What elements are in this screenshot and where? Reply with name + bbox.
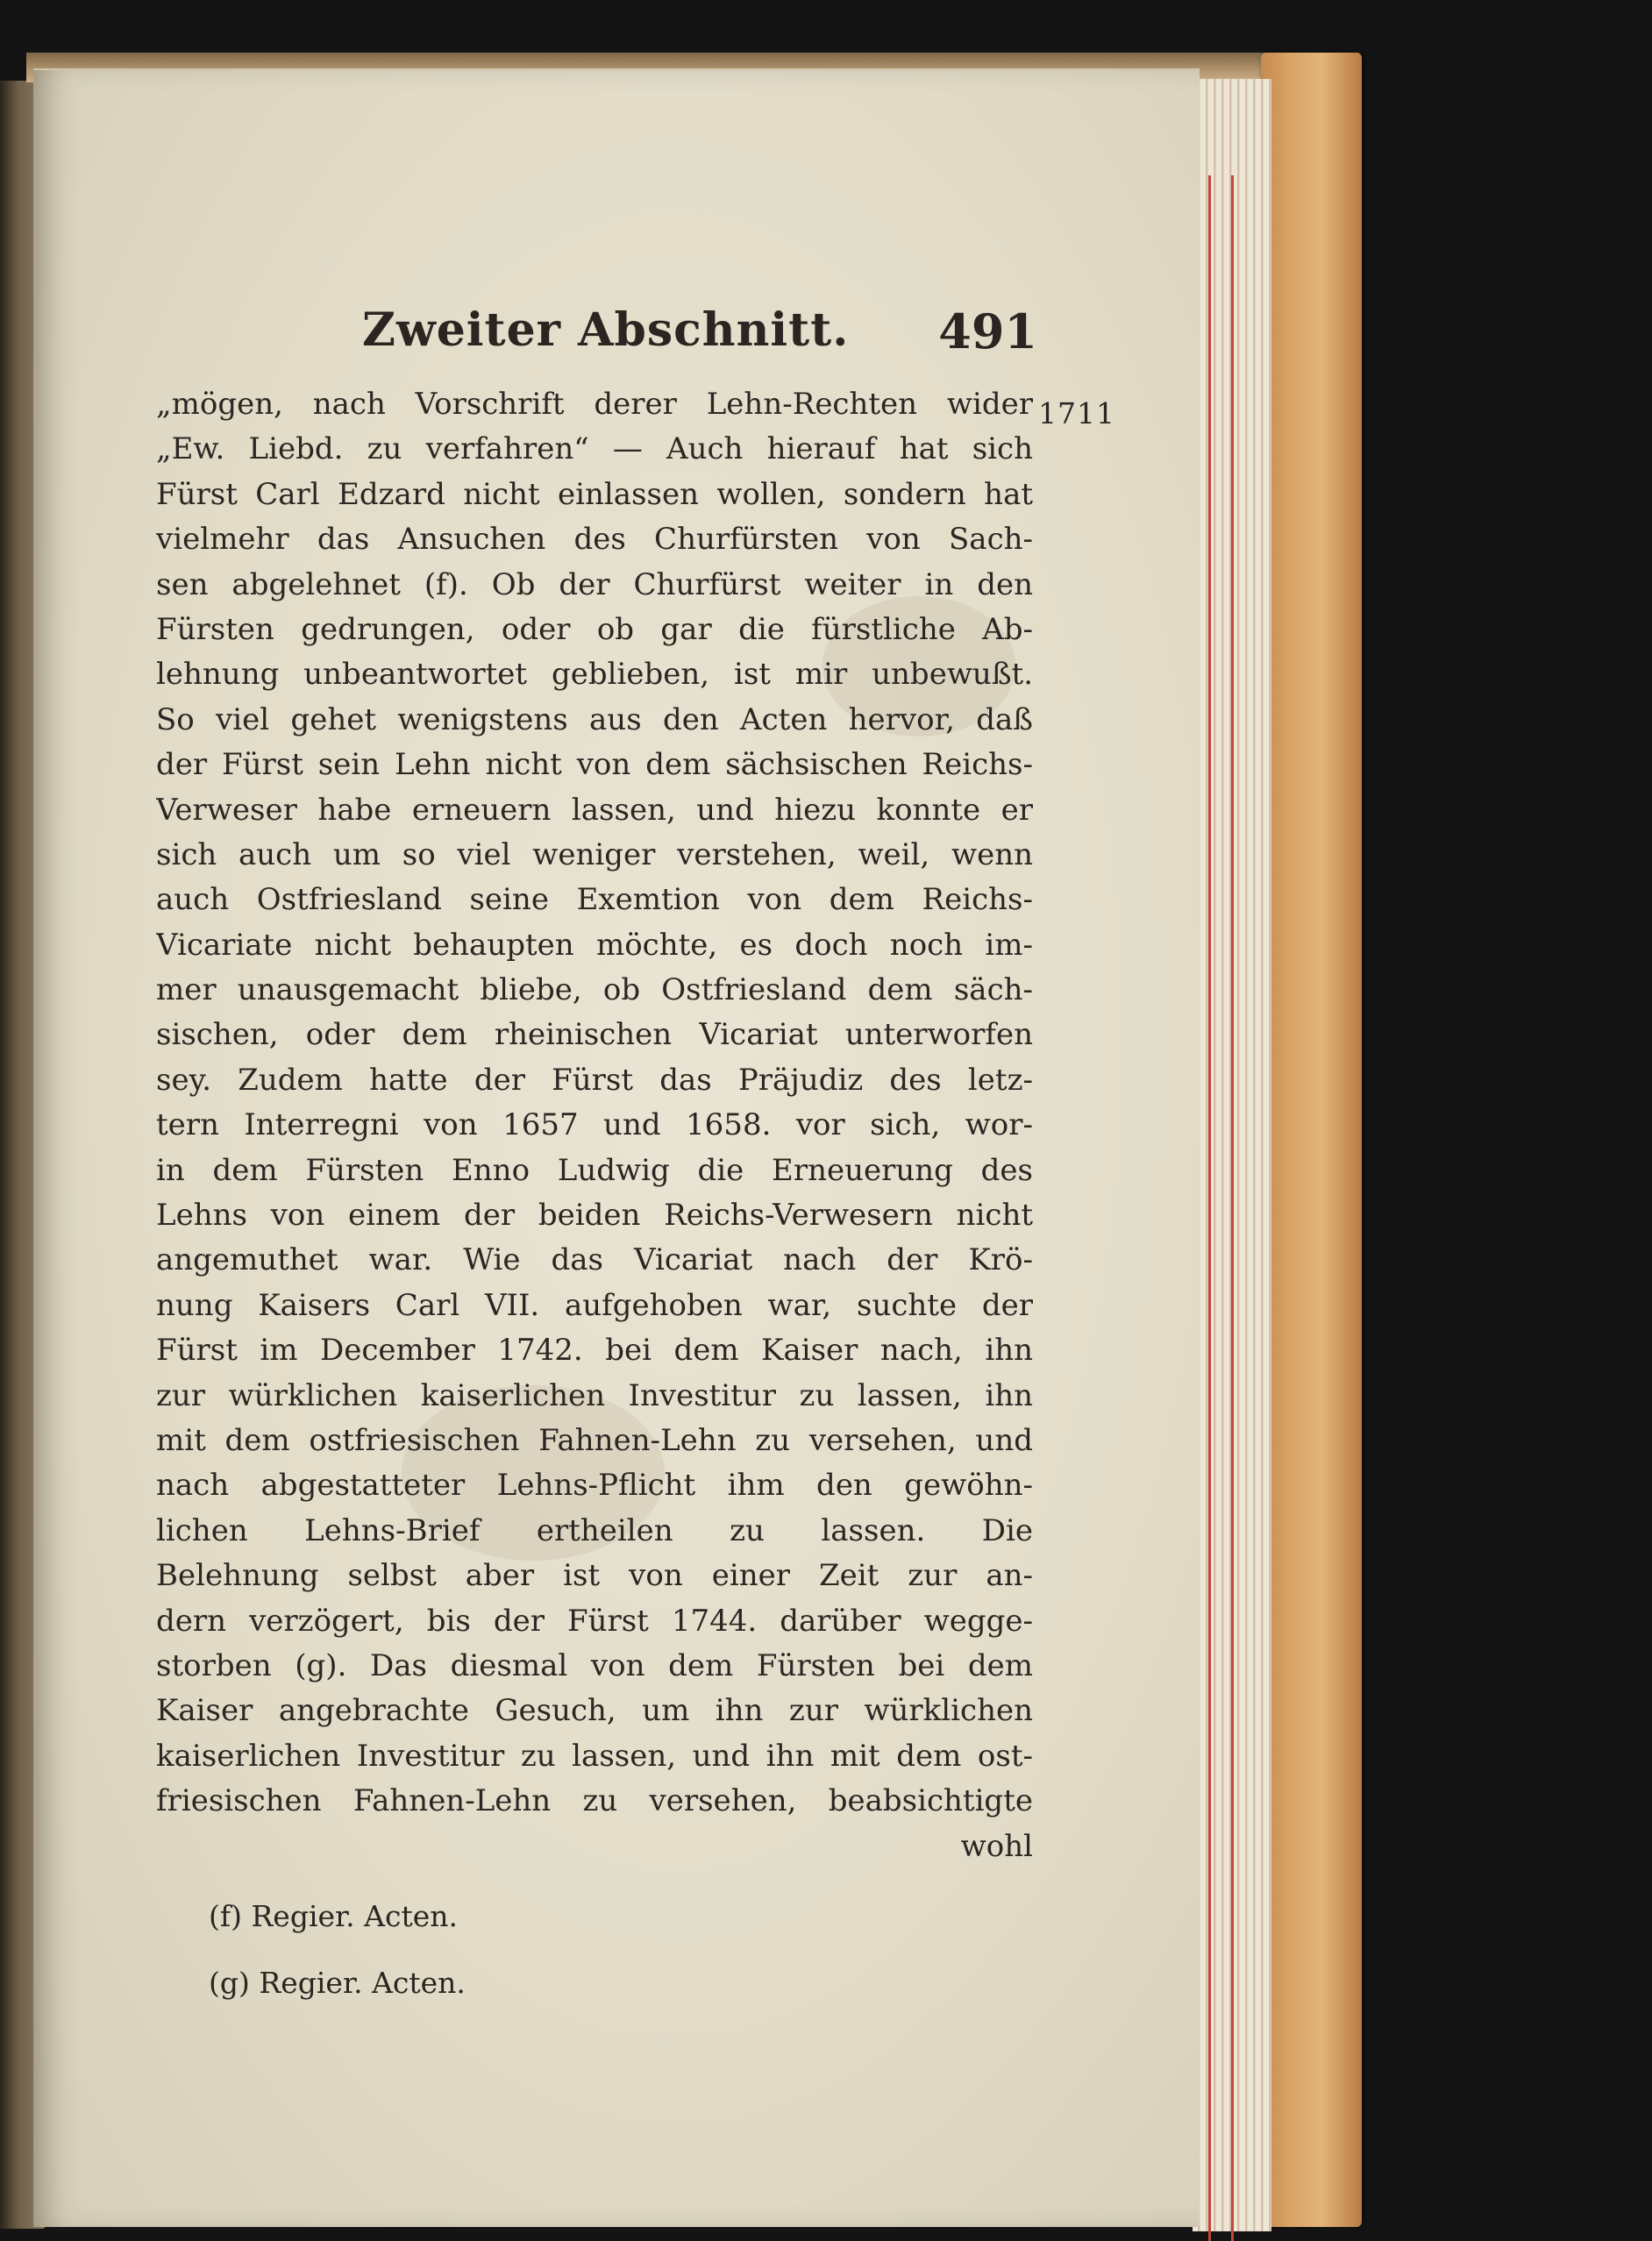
body-line: Belehnung selbst aber ist von einer Zeit zur an- bbox=[156, 1558, 1033, 1594]
body-line: Fürst im December 1742. bei dem Kaiser nach, ihn bbox=[156, 1333, 1033, 1369]
body-line: Kaiser angebrachte Gesuch, um ihn zur würklichen bbox=[156, 1693, 1033, 1729]
body-line: nung Kaisers Carl VII. aufgehoben war, suchte der bbox=[156, 1287, 1033, 1323]
body-line: vielmehr das Ansuchen des Churfürsten von Sach- bbox=[156, 522, 1033, 558]
body-line: sich auch um so viel weniger verstehen, weil, wenn bbox=[156, 836, 1033, 872]
running-head bbox=[362, 303, 1037, 365]
body-text bbox=[156, 382, 1033, 1869]
body-line: „Ew. Liebd. zu verfahren“ — Auch hierauf hat sich bbox=[156, 431, 1033, 467]
body-line: storben (g). Das diesmal von dem Fürsten bei dem bbox=[156, 1647, 1033, 1683]
body-line: sischen, oder dem rheinischen Vicariat unterworfen bbox=[156, 1017, 1033, 1053]
body-line: tern Interregni von 1657 und 1658. vor sich, wor- bbox=[156, 1107, 1033, 1143]
body-line: kaiserlichen Investitur zu lassen, und ihn mit dem ost- bbox=[156, 1738, 1033, 1774]
margin-year-note: 1711 bbox=[1038, 396, 1115, 430]
page-number: 491 bbox=[938, 303, 1037, 359]
book-cover bbox=[1261, 53, 1362, 2227]
body-line: Verweser habe erneuern lassen, und hiezu konnte er bbox=[156, 792, 1033, 828]
body-line: lehnung unbeantwortet geblieben, ist mir unbewußt. bbox=[156, 657, 1033, 693]
body-line: zur würklichen kaiserlichen Investitur zu lassen, ihn bbox=[156, 1377, 1033, 1413]
body-line: Fürst Carl Edzard nicht einlassen wollen, sondern hat bbox=[156, 476, 1033, 512]
body-line: mit dem ostfriesischen Fahnen-Lehn zu versehen, und bbox=[156, 1422, 1033, 1458]
book-page bbox=[33, 68, 1200, 2227]
footnote: (f) Regier. Acten. bbox=[209, 1899, 459, 1933]
page-stack-edge bbox=[1193, 79, 1271, 2231]
body-line: mer unausgemacht bliebe, ob Ostfriesland dem säch- bbox=[156, 972, 1033, 1008]
footnotes bbox=[209, 1883, 910, 2017]
body-line: sey. Zudem hatte der Fürst das Präjudiz des letz- bbox=[156, 1062, 1033, 1098]
body-line: in dem Fürsten Enno Ludwig die Erneuerung des bbox=[156, 1152, 1033, 1188]
body-line: Vicariate nicht behaupten möchte, es doch noch im- bbox=[156, 927, 1033, 963]
footnote: (g) Regier. Acten. bbox=[209, 1966, 466, 2000]
body-line: friesischen Fahnen-Lehn zu versehen, beabsichtigte bbox=[156, 1783, 1033, 1819]
red-page-edge bbox=[1231, 175, 1234, 2241]
body-line: wohl bbox=[960, 1828, 1033, 1864]
body-line: lichen Lehns-Brief ertheilen zu lassen. Die bbox=[156, 1512, 1033, 1548]
body-line: sen abgelehnet (f). Ob der Churfürst weiter in den bbox=[156, 566, 1033, 602]
body-line: Fürsten gedrungen, oder ob gar die fürstliche Ab- bbox=[156, 611, 1033, 647]
body-line: dern verzögert, bis der Fürst 1744. darüber wegge- bbox=[156, 1603, 1033, 1639]
body-line: der Fürst sein Lehn nicht von dem sächsischen Reichs- bbox=[156, 747, 1033, 783]
body-line: nach abgestatteter Lehns-Pflicht ihm den gewöhn- bbox=[156, 1468, 1033, 1504]
running-title: Zweiter Abschnitt. bbox=[362, 303, 850, 357]
body-line: auch Ostfriesland seine Exemtion von dem Reichs- bbox=[156, 882, 1033, 918]
body-line: „mögen, nach Vorschrift derer Lehn-Rechten wider bbox=[156, 387, 1033, 422]
red-page-edge bbox=[1208, 175, 1211, 2241]
body-line: Lehns von einem der beiden Reichs-Verwesern nicht bbox=[156, 1198, 1033, 1234]
body-line: So viel gehet wenigstens aus den Acten hervor, daß bbox=[156, 701, 1033, 737]
body-line: angemuthet war. Wie das Vicariat nach der Krö- bbox=[156, 1242, 1033, 1278]
